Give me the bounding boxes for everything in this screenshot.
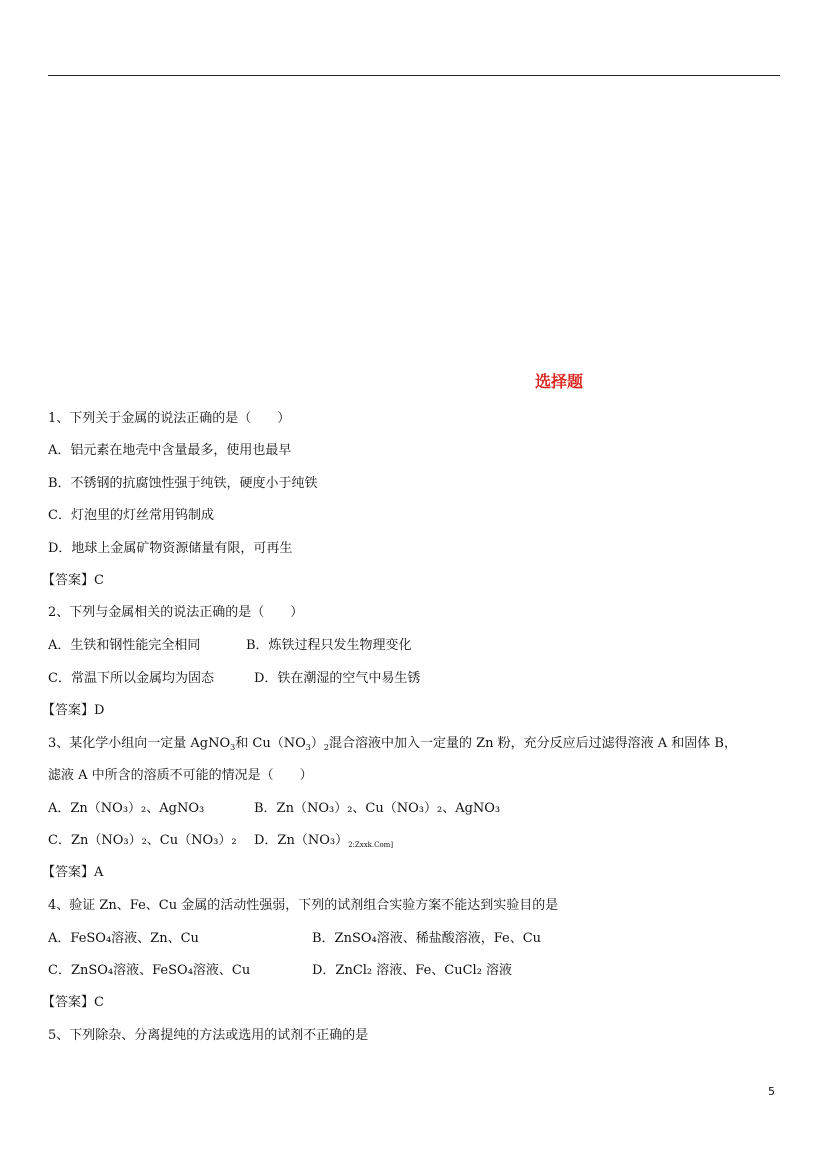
- question-5-stem: 5、下列除杂、分离提纯的方法或选用的试剂不正确的是: [48, 1028, 369, 1043]
- question-3-stem-line2: 滤液 A 中所含的溶质不可能的情况是（ ）: [48, 768, 313, 783]
- question-4-option-c: C．ZnSO₄溶液、FeSO₄溶液、Cu: [48, 963, 251, 978]
- question-1-option-d: D．地球上金属矿物资源储量有限，可再生: [48, 541, 293, 556]
- question-1-option-b: B．不锈钢的抗腐蚀性强于纯铁，硬度小于纯铁: [48, 476, 318, 491]
- question-3-option-c: C．Zn（NO₃）₂、Cu（NO₃）₂: [48, 833, 237, 848]
- question-2-answer: 【答案】D: [42, 703, 105, 718]
- page-number: 5: [768, 1085, 775, 1098]
- question-2-option-a: A．生铁和钢性能完全相同: [48, 638, 201, 653]
- question-3-answer: 【答案】A: [42, 865, 104, 880]
- section-title: 选择题: [535, 372, 584, 391]
- question-3-option-d: D．$Zn(NO_3)_{2:Zxxk.Com]}$: [254, 833, 394, 849]
- question-1-stem: 1、下列关于金属的说法正确的是（ ）: [48, 411, 291, 426]
- question-4-option-a: A．FeSO₄溶液、Zn、Cu: [48, 931, 199, 946]
- question-4-stem: 4、验证 Zn、Fe、Cu 金属的活动性强弱，下列的试剂组合实验方案不能达到实验目的是: [48, 898, 559, 913]
- header-rule: [48, 75, 780, 76]
- question-2-option-d: D．铁在潮湿的空气中易生锈: [254, 671, 421, 686]
- question-2-option-c: C．常温下所以金属均为固态: [48, 671, 214, 686]
- question-1-option-c: C．灯泡里的灯丝常用钨制成: [48, 508, 214, 523]
- question-4-option-b: B．ZnSO₄溶液、稀盐酸溶液，Fe、Cu: [312, 931, 542, 946]
- question-3-stem: 3、某化学小组向一定量 AgNO$_3$和 $Cu(NO_3)_2$混合溶液中加入一定量的 Zn 粉，充分反应后过滤得溶液 A 和固体 B，: [48, 736, 737, 752]
- question-2-option-b: B．炼铁过程只发生物理变化: [246, 638, 412, 653]
- question-4-answer: 【答案】C: [42, 995, 104, 1010]
- question-2-stem: 2、下列与金属相关的说法正确的是（ ）: [48, 605, 304, 620]
- question-4-option-d: D．ZnCl₂ 溶液、Fe、CuCl₂ 溶液: [312, 963, 513, 978]
- question-2-options-ab: [48, 637, 412, 655]
- question-4-options-ab: [48, 930, 542, 948]
- question-1-option-a: A．铝元素在地壳中含量最多，使用也最早: [48, 443, 292, 458]
- question-3-option-b: B．Zn（NO₃）₂、Cu（NO₃）₂、AgNO₃: [254, 801, 501, 816]
- question-2-options-cd: [48, 670, 421, 688]
- question-3-options-ab: [48, 800, 501, 818]
- question-3-option-a: A．Zn（NO₃）₂、AgNO₃: [48, 801, 205, 816]
- question-1-answer: 【答案】C: [42, 573, 104, 588]
- question-3-options-cd: [48, 832, 394, 850]
- question-4-options-cd: [48, 962, 513, 980]
